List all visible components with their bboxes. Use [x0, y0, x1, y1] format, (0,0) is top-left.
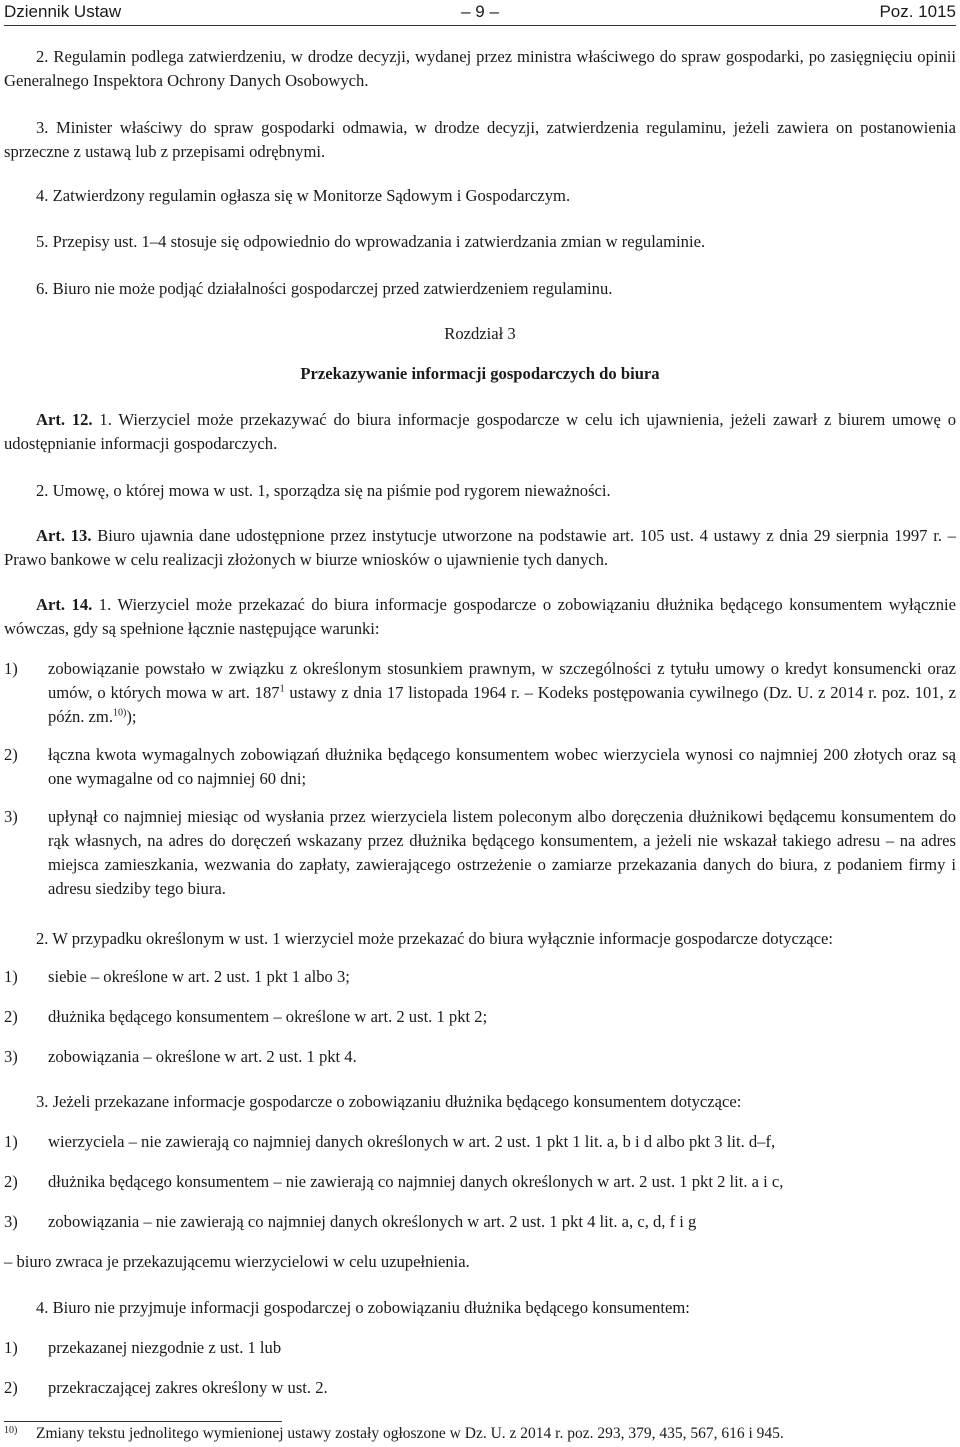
list-text: zobowiązania – określone w art. 2 ust. 1 pkt 4. — [48, 1047, 357, 1066]
paragraph-6: 6. Biuro nie może podjąć działalności gospodarczej przed zatwierdzeniem regulaminu. — [36, 279, 613, 298]
paragraph-4: 4. Zatwierdzony regulamin ogłasza się w Monitorze Sądowym i Gospodarczym. — [36, 186, 571, 205]
list-text: przekraczającej zakres określony w ust. 2. — [48, 1378, 328, 1397]
list-number: 2) — [4, 1007, 18, 1026]
list-text: zobowiązanie powstało w związku z określonym stosunkiem prawnym, w szczególności z tytułu umowy o kredyt konsumencki oraz umów, o których mowa w art. $187^1$ ustawy z dnia 17 listopada 1964 r. – Kodeks postępowania cywilnego (Dz. U. z 2014 r. poz. 101, z późn. zm.$^{10)}$); — [48, 659, 956, 726]
footnote-ref: 10) — [112, 707, 127, 719]
page-number: – 9 – — [461, 2, 499, 21]
list-1-item-1 — [4, 657, 956, 729]
paragraph-2: 2. Regulamin podlega zatwierdzeniu, w drodze decyzji, wydanej przez ministra właściwego do spraw gospodarki, po zasięgnięciu opinii Generalnego Inspektora Ochrony Danych Osobowych. — [4, 47, 956, 90]
list-number: 2) — [4, 1172, 18, 1191]
footnote-text: Zmiany tekstu jednolitego wymienionej ustawy zostały ogłoszone w Dz. U. z 2014 r. poz. 293, 379, 435, 567, 616 i 945. — [36, 1425, 784, 1442]
list-1-item-2 — [4, 743, 956, 791]
list-text: siebie – określone w art. 2 ust. 1 pkt 1 albo 3; — [48, 967, 350, 986]
article-14-label: Art. 14. — [36, 595, 93, 614]
list-number: 1) — [4, 1132, 18, 1151]
footnote-mark: 10) — [4, 1425, 18, 1436]
list-text: dłużnika będącego konsumentem – określone w art. 2 ust. 1 pkt 2; — [48, 1007, 488, 1026]
paragraph-3: 3. Minister właściwy do spraw gospodarki odmawia, w drodze decyzji, zatwierdzenia regulaminu, jeżeli zawiera on postanowienia sprzeczne z ustawą lub z przepisami odrębnymi. — [4, 118, 956, 161]
list-text: przekazanej niezgodnie z ust. 1 lub — [48, 1338, 282, 1357]
list-2-item-2 — [4, 1005, 956, 1029]
list-number: 1) — [4, 1338, 18, 1357]
list-4-item-1 — [4, 1336, 956, 1360]
article-12-paragraph-2: 2. Umowę, o której mowa w ust. 1, sporządza się na piśmie pod rygorem nieważności. — [36, 481, 611, 500]
list-text: łączna kwota wymagalnych zobowiązań dłużnika będącego konsumentem wobec wierzyciela wynosi co najmniej 200 złotych oraz są one wymagalne od co najmniej 60 dni; — [48, 745, 956, 788]
article-13 — [4, 524, 956, 572]
article-13-label: Art. 13. — [36, 526, 92, 545]
list-4-item-2 — [4, 1376, 956, 1400]
footnote — [4, 1423, 956, 1445]
list-number: 3) — [4, 1212, 18, 1231]
paragraph-5: 5. Przepisy ust. 1–4 stosuje się odpowiednio do wprowadzania i zatwierdzania zmian w regulaminie. — [36, 232, 706, 251]
article-14-paragraph-1 — [4, 593, 956, 641]
article-12-label: Art. 12. — [36, 410, 93, 429]
list-text: dłużnika będącego konsumentem – nie zawierają co najmniej danych określonych w art. 2 ust. 1 pkt 2 lit. a i c, — [48, 1172, 784, 1191]
article-14-paragraph-2: 2. W przypadku określonym w ust. 1 wierzyciel może przekazać do biura wyłącznie informacje gospodarcze dotyczące: — [36, 929, 833, 948]
position-number: Poz. 1015 — [879, 2, 956, 21]
list-number: 2) — [4, 745, 18, 764]
list-number: 2) — [4, 1378, 18, 1397]
list-number: 3) — [4, 807, 18, 826]
list-text: upłynął co najmniej miesiąc od wysłania przez wierzyciela listem poleconym albo doręczenia dłużnikowi będącemu konsumentem do rąk własnych, na adres do doręczeń wskazany przez dłużnika będącego konsumentem, a jeżeli nie wskazał takiego adresu – na adres miejsca zamieszkania, wezwania do zapłaty, zawierającego ostrzeżenie o zamiarze przekazania danych do biura, z podaniem firmy i adresu siedziby tego biura. — [48, 807, 956, 898]
article-12-text: 1. Wierzyciel może przekazywać do biura informacje gospodarcze w celu ich ujawnienia, jeżeli zawarł z biurem umowę o udostępnianie informacji gospodarczych. — [4, 410, 957, 453]
footnote-rule — [4, 1421, 282, 1422]
list-number: 1) — [4, 967, 18, 986]
list-2-item-1 — [4, 965, 956, 989]
list-1-item-3 — [4, 805, 956, 901]
article-14-paragraph-3-closing: – biuro zwraca je przekazującemu wierzycielowi w celu uzupełnienia. — [4, 1252, 470, 1271]
list-3-item-3 — [4, 1210, 956, 1234]
journal-name: Dziennik Ustaw — [4, 2, 122, 21]
article-13-text: Biuro ujawnia dane udostępnione przez instytucje utworzone na podstawie art. 105 ust. 4 ustawy z dnia 29 sierpnia 1997 r. – Prawo bankowe w celu realizacji złożonych w biurze wniosków o ujawnienie tych danych. — [4, 526, 956, 569]
list-3-item-2 — [4, 1170, 956, 1194]
list-number: 3) — [4, 1047, 18, 1066]
header-rule — [4, 25, 956, 26]
list-3-item-1 — [4, 1130, 956, 1154]
chapter-title: Przekazywanie informacji gospodarczych do biura — [300, 364, 660, 383]
list-text: wierzyciela – nie zawierają co najmniej danych określonych w art. 2 ust. 1 pkt 1 lit. a, b i d albo pkt 3 lit. d–f, — [48, 1132, 776, 1151]
chapter-number: Rozdział 3 — [444, 324, 516, 343]
superscript: 1 — [279, 683, 285, 695]
list-2-item-3 — [4, 1045, 956, 1069]
list-text: zobowiązania – nie zawierają co najmniej danych określonych w art. 2 ust. 1 pkt 4 lit. a, c, d, f i g — [48, 1212, 697, 1231]
article-14-paragraph-3: 3. Jeżeli przekazane informacje gospodarcze o zobowiązaniu dłużnika będącego konsumentem dotyczące: — [36, 1092, 742, 1111]
article-14-paragraph-4: 4. Biuro nie przyjmuje informacji gospodarczej o zobowiązaniu dłużnika będącego konsumentem: — [36, 1298, 690, 1317]
page-header — [4, 0, 956, 26]
article-14-text: 1. Wierzyciel może przekazać do biura informacje gospodarcze o zobowiązaniu dłużnika będącego konsumentem wyłącznie wówczas, gdy są spełnione łącznie następujące warunki: — [4, 595, 956, 638]
article-12-paragraph-1 — [4, 408, 956, 456]
list-number: 1) — [4, 659, 18, 678]
